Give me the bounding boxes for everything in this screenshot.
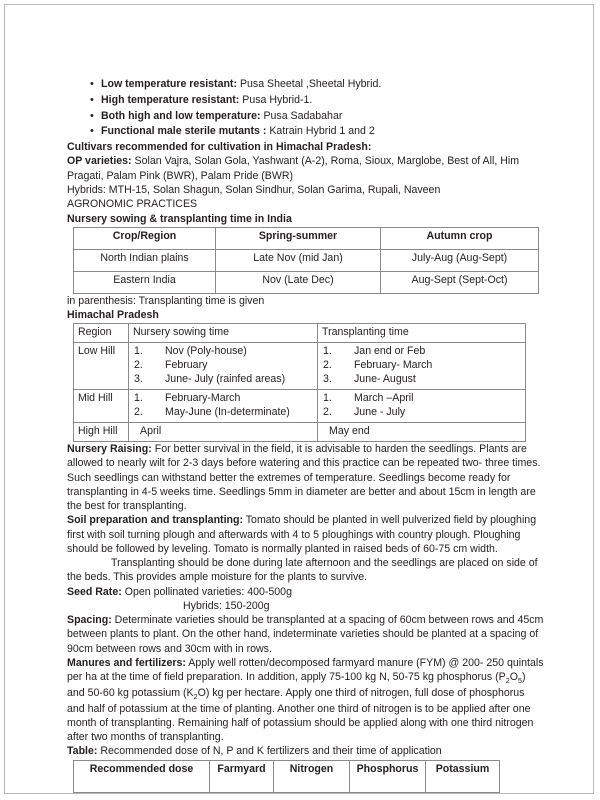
spacing-text: Determinate varieties should be transplanted at a spacing of 60cm between rows and 45cm between plants to plant. On the other hand, indeterminate varieties should be planted at a spacing of 90cm between rows and 30cm with in rows.: [67, 614, 544, 655]
nursery-raising-text: For better survival in the field, it is advisable to harden the seedlings. Plants are allowed to nearly wilt for 2-3 days before watering and this practice can be repeated two- three times. Such seedlings can withstand better the extremes of temperature. Seedlings become ready for transplanting in 4-5 weeks time. Seedlings 5mm in diameter are better and about 15cm in length are the best for transplanting.: [67, 443, 541, 513]
table-cell: North Indian plains: [74, 249, 216, 271]
spacing-paragraph: [67, 613, 545, 656]
soil-preparation-text: Tomato should be planted in well pulverized field by ploughing first with soil turning plough and afterwards with 4 to 5 ploughings with country plough. Ploughing should be followed by leveling. Tomato is normally planted in raised beds of 60-75 cm width.: [67, 514, 537, 555]
table-cell-sowing: April: [129, 423, 318, 442]
table3-caption: [67, 744, 545, 758]
list-number: 1.: [134, 345, 143, 358]
hybrids-line: Hybrids: MTH-15, Solan Shagun, Solan Sindhur, Solan Garima, Rupali, Naveen: [67, 183, 441, 196]
list-number: 2.: [134, 406, 143, 419]
table-cell: Late Nov (mid Jan): [216, 249, 381, 271]
table-row: [74, 227, 539, 249]
bullet-label: Low temperature resistant:: [101, 78, 237, 90]
table-row: [74, 249, 539, 271]
bullet-label: High temperature resistant:: [101, 93, 240, 106]
list-number: 2.: [323, 406, 332, 419]
list-value: February- March: [354, 359, 433, 372]
manures-text-2: O: [509, 671, 518, 684]
list-value: May-June (In-determinate): [165, 406, 290, 419]
bullet-label: Both high and low temperature:: [101, 109, 261, 122]
table-cell-transplanting: May end: [318, 423, 526, 442]
soil-preparation-label: Soil preparation and transplanting:: [67, 514, 243, 527]
transplanting-paragraph: Transplanting should be done during late afternoon and the seedlings are placed on side of the beds. This provides ample moisture for the plants to survive.: [67, 557, 538, 584]
list-number: 3.: [323, 373, 332, 386]
table3-header-nitrogen: Nitrogen: [274, 760, 350, 792]
manures-text-4: O) kg per hectare. Apply one third of nitrogen, full dose of phosphorus and half of potassium at the time of planting. Another one third of nitrogen is to be applied after one month of transplanting. Remaining half of potassium should be applied along with one third nitrogen after two months of transplanting.: [67, 686, 534, 744]
table3-header-farmyard: Farmyard: [210, 760, 274, 792]
agronomic-practices-heading: AGRONOMIC PRACTICES: [67, 198, 198, 211]
numbered-list: [322, 345, 521, 387]
table-cell-region: High Hill: [74, 423, 129, 442]
soil-preparation-paragraph: [67, 513, 545, 556]
table-row: [74, 271, 539, 293]
manures-text-1: Apply well rotten/decomposed farmyard manure (FYM) @ 200- 250 quintals per ha at the time of field preparation. In addition, apply 75-100 kg N, 50-75 kg phosphorus (P: [67, 656, 544, 684]
table-cell-region: Mid Hill: [74, 390, 129, 423]
numbered-list: [133, 345, 313, 387]
list-value: Nov (Poly-house): [165, 345, 247, 358]
table2-caption: Himachal Pradesh: [67, 309, 159, 322]
table-row: [74, 343, 526, 390]
op-varieties-label: OP varieties:: [67, 155, 132, 168]
table1-header-autumn-crop: Autumn crop: [381, 227, 539, 249]
manures-label: Manures and fertilizers:: [67, 656, 186, 669]
table2-header-region: Region: [74, 324, 129, 343]
manures-sub-2: 5: [518, 676, 522, 686]
seed-rate-hybrids: Hybrids: 150-200g: [183, 599, 270, 612]
manures-paragraph: [67, 656, 545, 745]
nursery-raising-paragraph: [67, 442, 545, 513]
bullet-label: Functional male sterile mutants :: [101, 125, 267, 138]
table-row: [74, 760, 500, 792]
manures-sub-3: 2: [193, 691, 198, 701]
list-item: [101, 77, 545, 91]
list-value: March –April: [354, 392, 414, 405]
list-number: 2.: [134, 359, 143, 372]
table-cell-sowing: [129, 343, 318, 390]
table3-header-phosphorus: Phosphorus: [350, 760, 426, 792]
table-row: [74, 390, 526, 423]
table-cell: Nov (Late Dec): [216, 271, 381, 293]
fertilizer-dose-table: [73, 760, 500, 793]
list-value: Jan end or Feb: [354, 345, 426, 358]
table1-footnote: in parenthesis: Transplanting time is given: [67, 294, 265, 307]
table-cell: July-Aug (Aug-Sept): [381, 249, 539, 271]
table2-header-transplanting-time: Transplanting time: [318, 324, 526, 343]
bullet-text: Katrain Hybrid 1 and 2: [266, 125, 375, 138]
list-number: 1.: [134, 392, 143, 405]
op-varieties-text: Solan Vajra, Solan Gola, Yashwant (A-2), Roma, Sioux, Marglobe, Best of All, Him Pragati, Palam Pink (BWR), Palam Pride (BWR): [67, 155, 520, 182]
list-value: February: [165, 359, 208, 372]
table-cell: Aug-Sept (Sept-Oct): [381, 271, 539, 293]
table3-header-potassium: Potassium: [426, 760, 500, 792]
list-item: [101, 109, 545, 123]
manures-text-3: ) and 50-60 kg potassium (K: [67, 671, 526, 699]
manures-sub-1: 2: [505, 676, 510, 686]
list-item: [101, 93, 545, 107]
document-page: [4, 4, 594, 794]
numbered-list: [133, 392, 313, 420]
table1-header-spring-summer: Spring-summer: [216, 227, 381, 249]
document-content: [67, 77, 545, 793]
op-varieties-line: [67, 154, 545, 182]
bullet-text: Pusa Hybrid-1.: [239, 93, 313, 106]
list-value: June- August: [354, 373, 416, 386]
table3-caption-text: Recommended dose of N, P and K fertilizers and their time of application: [97, 745, 442, 758]
list-number: 2.: [323, 359, 332, 372]
spacing-label: Spacing:: [67, 614, 112, 627]
table1-header-crop-region: Crop/Region: [74, 227, 216, 249]
nursery-raising-label: Nursery Raising:: [67, 443, 152, 456]
cultivars-heading: Cultivars recommended for cultivation in Himachal Pradesh:: [67, 141, 372, 154]
bullet-text: Pusa Sheetal ,Sheetal Hybrid.: [237, 78, 382, 90]
table-cell: Eastern India: [74, 271, 216, 293]
himachal-pradesh-sowing-table: [73, 323, 526, 442]
table1-caption: Nursery sowing & transplanting time in India: [67, 212, 292, 225]
numbered-list: [322, 392, 521, 420]
seed-rate-text: Open pollinated varieties: 400-500g: [121, 585, 292, 598]
table-cell-transplanting: [318, 343, 526, 390]
bullet-text: Pusa Sadabahar: [260, 109, 343, 122]
nursery-sowing-india-table: [73, 227, 539, 294]
table-row: [74, 324, 526, 343]
cultivar-trait-list: [67, 77, 545, 139]
table-cell-region: Low Hill: [74, 343, 129, 390]
table-cell-sowing: [129, 390, 318, 423]
list-number: 1.: [323, 392, 332, 405]
table-row: [74, 423, 526, 442]
table2-header-nursery-sowing-time: Nursery sowing time: [129, 324, 318, 343]
seed-rate-paragraph: [67, 585, 545, 599]
table3-header-recommended-dose: Recommended dose: [74, 760, 210, 792]
list-number: 3.: [134, 373, 143, 386]
list-number: 1.: [323, 345, 332, 358]
list-item: [101, 124, 545, 138]
seed-rate-label: Seed Rate:: [67, 585, 122, 598]
table-cell-transplanting: [318, 390, 526, 423]
list-value: February-March: [165, 392, 241, 405]
list-value: June - July: [354, 406, 406, 419]
list-value: June- July (rainfed areas): [165, 373, 286, 386]
table3-label: Table:: [67, 745, 98, 758]
